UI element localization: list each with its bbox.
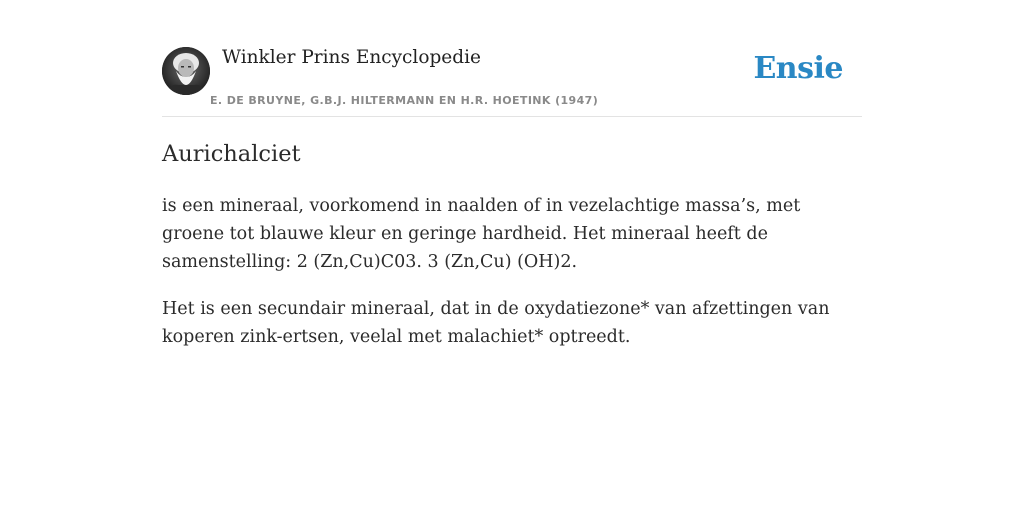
encyclopedia-title[interactable]: Winkler Prins Encyclopedie bbox=[222, 47, 481, 68]
article-title: Aurichalciet bbox=[162, 141, 301, 167]
encyclopedia-header bbox=[162, 46, 862, 117]
article-paragraph: is een mineraal, voorkomend in naalden of in vezelachtige massa’s, met groene tot blauwe kleur en geringe hardheid. Het mineraal heeft de samenstelling: 2 (Zn,Cu)C03. 3 (Zn,Cu) (OH)2. bbox=[162, 196, 801, 272]
encyclopedia-authors: E. DE BRUYNE, G.B.J. HILTERMANN EN H.R. HOETINK (1947) bbox=[210, 94, 599, 107]
article-paragraph: Het is een secundair mineraal, dat in de oxydatiezone* van afzettingen van koperen zink-ertsen, veelal met malachiet* optreedt. bbox=[162, 299, 830, 347]
portrait-photo-icon[interactable] bbox=[162, 47, 210, 95]
article bbox=[162, 138, 862, 351]
ensie-logo-link[interactable]: Ensie bbox=[753, 51, 843, 86]
